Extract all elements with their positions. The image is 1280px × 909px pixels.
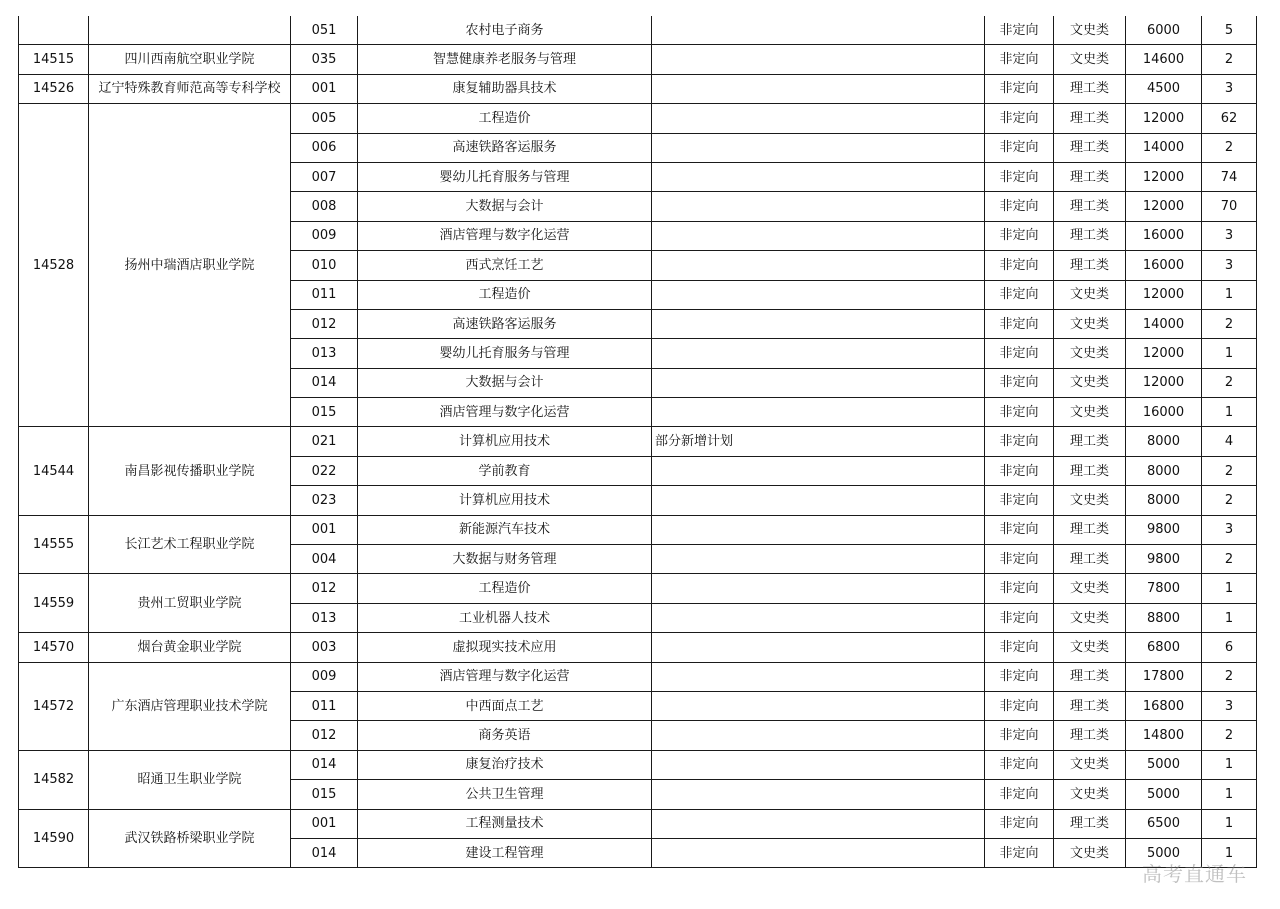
subject-category-cell: 理工类 (1054, 74, 1126, 103)
tuition-fee-cell: 8000 (1126, 456, 1202, 485)
subject-category-cell: 理工类 (1054, 691, 1126, 720)
subject-category-cell: 文史类 (1054, 486, 1126, 515)
major-code-cell: 011 (291, 280, 358, 309)
table-row (19, 515, 1257, 544)
major-code-cell: 015 (291, 780, 358, 809)
enrollment-type-cell: 非定向 (985, 251, 1054, 280)
tuition-fee-cell: 14000 (1126, 133, 1202, 162)
major-code-cell: 009 (291, 662, 358, 691)
major-name-cell: 酒店管理与数字化运营 (358, 398, 652, 427)
enrollment-type-cell: 非定向 (985, 309, 1054, 338)
major-code-cell: 006 (291, 133, 358, 162)
tuition-fee-cell: 6800 (1126, 633, 1202, 662)
enrollment-type-cell: 非定向 (985, 545, 1054, 574)
subject-category-cell: 文史类 (1054, 398, 1126, 427)
plan-count-cell: 2 (1202, 486, 1257, 515)
enrollment-type-cell: 非定向 (985, 662, 1054, 691)
major-code-cell: 022 (291, 456, 358, 485)
enrollment-type-cell: 非定向 (985, 398, 1054, 427)
plan-count-cell: 1 (1202, 603, 1257, 632)
note-cell (652, 339, 985, 368)
note-cell (652, 721, 985, 750)
school-code-cell: 14570 (19, 633, 89, 662)
enrollment-type-cell: 非定向 (985, 456, 1054, 485)
school-name-cell: 昭通卫生职业学院 (89, 750, 291, 809)
school-code-cell: 14528 (19, 104, 89, 427)
note-cell (652, 574, 985, 603)
note-cell (652, 280, 985, 309)
note-cell (652, 545, 985, 574)
plan-count-cell: 3 (1202, 691, 1257, 720)
major-name-cell: 商务英语 (358, 721, 652, 750)
plan-count-cell: 2 (1202, 133, 1257, 162)
plan-count-cell: 1 (1202, 574, 1257, 603)
table-row (19, 809, 1257, 838)
school-name-cell: 烟台黄金职业学院 (89, 633, 291, 662)
note-cell (652, 192, 985, 221)
enrollment-type-cell: 非定向 (985, 486, 1054, 515)
plan-count-cell: 70 (1202, 192, 1257, 221)
major-code-cell: 021 (291, 427, 358, 456)
tuition-fee-cell: 6000 (1126, 16, 1202, 45)
major-name-cell: 虚拟现实技术应用 (358, 633, 652, 662)
note-cell (652, 16, 985, 45)
tuition-fee-cell: 12000 (1126, 162, 1202, 191)
plan-count-cell: 3 (1202, 221, 1257, 250)
major-name-cell: 工程造价 (358, 104, 652, 133)
major-name-cell: 高速铁路客运服务 (358, 133, 652, 162)
plan-count-cell: 1 (1202, 838, 1257, 867)
plan-count-cell: 3 (1202, 251, 1257, 280)
subject-category-cell: 文史类 (1054, 309, 1126, 338)
school-name-cell: 四川西南航空职业学院 (89, 45, 291, 74)
plan-count-cell: 62 (1202, 104, 1257, 133)
plan-count-cell: 1 (1202, 339, 1257, 368)
major-name-cell: 计算机应用技术 (358, 427, 652, 456)
major-code-cell: 005 (291, 104, 358, 133)
subject-category-cell: 理工类 (1054, 251, 1126, 280)
major-name-cell: 酒店管理与数字化运营 (358, 662, 652, 691)
subject-category-cell: 理工类 (1054, 221, 1126, 250)
school-code-cell: 14559 (19, 574, 89, 633)
school-code-cell: 14572 (19, 662, 89, 750)
table-body (19, 16, 1257, 868)
school-name-cell: 武汉铁路桥梁职业学院 (89, 809, 291, 868)
subject-category-cell: 文史类 (1054, 838, 1126, 867)
tuition-fee-cell: 8800 (1126, 603, 1202, 632)
enrollment-type-cell: 非定向 (985, 368, 1054, 397)
table-row (19, 633, 1257, 662)
enrollment-type-cell: 非定向 (985, 339, 1054, 368)
enrollment-type-cell: 非定向 (985, 427, 1054, 456)
tuition-fee-cell: 9800 (1126, 545, 1202, 574)
major-code-cell: 035 (291, 45, 358, 74)
enrollment-type-cell: 非定向 (985, 750, 1054, 779)
subject-category-cell: 文史类 (1054, 780, 1126, 809)
subject-category-cell: 文史类 (1054, 45, 1126, 74)
enrollment-type-cell: 非定向 (985, 192, 1054, 221)
subject-category-cell: 文史类 (1054, 574, 1126, 603)
note-cell (652, 603, 985, 632)
major-name-cell: 康复治疗技术 (358, 750, 652, 779)
major-code-cell: 014 (291, 838, 358, 867)
tuition-fee-cell: 14800 (1126, 721, 1202, 750)
major-name-cell: 学前教育 (358, 456, 652, 485)
enrollment-type-cell: 非定向 (985, 574, 1054, 603)
note-cell (652, 104, 985, 133)
major-code-cell: 023 (291, 486, 358, 515)
school-name-cell: 扬州中瑞酒店职业学院 (89, 104, 291, 427)
enrollment-type-cell: 非定向 (985, 162, 1054, 191)
tuition-fee-cell: 12000 (1126, 280, 1202, 309)
enrollment-type-cell: 非定向 (985, 280, 1054, 309)
enrollment-type-cell: 非定向 (985, 45, 1054, 74)
note-cell (652, 251, 985, 280)
enrollment-type-cell: 非定向 (985, 809, 1054, 838)
plan-count-cell: 5 (1202, 16, 1257, 45)
plan-count-cell: 3 (1202, 515, 1257, 544)
tuition-fee-cell: 16000 (1126, 251, 1202, 280)
note-cell (652, 398, 985, 427)
major-code-cell: 014 (291, 750, 358, 779)
note-cell (652, 809, 985, 838)
school-name-cell: 南昌影视传播职业学院 (89, 427, 291, 515)
major-name-cell: 高速铁路客运服务 (358, 309, 652, 338)
school-code-cell: 14582 (19, 750, 89, 809)
tuition-fee-cell: 12000 (1126, 104, 1202, 133)
enrollment-type-cell: 非定向 (985, 16, 1054, 45)
table-row (19, 574, 1257, 603)
plan-count-cell: 3 (1202, 74, 1257, 103)
table-row (19, 16, 1257, 45)
major-code-cell: 013 (291, 603, 358, 632)
subject-category-cell: 理工类 (1054, 721, 1126, 750)
note-cell (652, 221, 985, 250)
subject-category-cell: 文史类 (1054, 339, 1126, 368)
note-cell (652, 515, 985, 544)
major-code-cell: 007 (291, 162, 358, 191)
watermark-text: 高考直通车 (1142, 862, 1247, 886)
school-name-cell: 辽宁特殊教育师范高等专科学校 (89, 74, 291, 103)
major-code-cell: 011 (291, 691, 358, 720)
subject-category-cell: 文史类 (1054, 603, 1126, 632)
major-name-cell: 大数据与财务管理 (358, 545, 652, 574)
major-name-cell: 新能源汽车技术 (358, 515, 652, 544)
note-cell (652, 368, 985, 397)
major-code-cell: 004 (291, 545, 358, 574)
major-code-cell: 012 (291, 721, 358, 750)
subject-category-cell: 理工类 (1054, 515, 1126, 544)
major-code-cell: 008 (291, 192, 358, 221)
note-cell (652, 74, 985, 103)
subject-category-cell: 理工类 (1054, 545, 1126, 574)
subject-category-cell: 文史类 (1054, 750, 1126, 779)
admission-plan-table (18, 16, 1257, 868)
school-name-cell: 贵州工贸职业学院 (89, 574, 291, 633)
table-row (19, 74, 1257, 103)
enrollment-type-cell: 非定向 (985, 633, 1054, 662)
major-name-cell: 公共卫生管理 (358, 780, 652, 809)
tuition-fee-cell: 5000 (1126, 780, 1202, 809)
tuition-fee-cell: 7800 (1126, 574, 1202, 603)
plan-count-cell: 2 (1202, 662, 1257, 691)
school-name-cell: 广东酒店管理职业技术学院 (89, 662, 291, 750)
school-code-cell: 14526 (19, 74, 89, 103)
plan-count-cell: 4 (1202, 427, 1257, 456)
tuition-fee-cell: 14600 (1126, 45, 1202, 74)
major-name-cell: 建设工程管理 (358, 838, 652, 867)
subject-category-cell: 文史类 (1054, 280, 1126, 309)
subject-category-cell: 理工类 (1054, 192, 1126, 221)
plan-count-cell: 2 (1202, 45, 1257, 74)
table-row (19, 750, 1257, 779)
enrollment-type-cell: 非定向 (985, 780, 1054, 809)
enrollment-type-cell: 非定向 (985, 74, 1054, 103)
subject-category-cell: 理工类 (1054, 162, 1126, 191)
tuition-fee-cell: 9800 (1126, 515, 1202, 544)
major-name-cell: 工程测量技术 (358, 809, 652, 838)
plan-count-cell: 1 (1202, 780, 1257, 809)
major-name-cell: 工程造价 (358, 280, 652, 309)
major-code-cell: 009 (291, 221, 358, 250)
major-name-cell: 工程造价 (358, 574, 652, 603)
school-code-cell: 14515 (19, 45, 89, 74)
table-row (19, 104, 1257, 133)
tuition-fee-cell: 17800 (1126, 662, 1202, 691)
tuition-fee-cell: 14000 (1126, 309, 1202, 338)
plan-count-cell: 2 (1202, 721, 1257, 750)
tuition-fee-cell: 16000 (1126, 221, 1202, 250)
table-row (19, 427, 1257, 456)
major-code-cell: 014 (291, 368, 358, 397)
note-cell (652, 750, 985, 779)
tuition-fee-cell: 8000 (1126, 486, 1202, 515)
major-name-cell: 婴幼儿托育服务与管理 (358, 162, 652, 191)
tuition-fee-cell: 8000 (1126, 427, 1202, 456)
plan-count-cell: 2 (1202, 368, 1257, 397)
note-cell (652, 133, 985, 162)
subject-category-cell: 理工类 (1054, 427, 1126, 456)
enrollment-type-cell: 非定向 (985, 515, 1054, 544)
note-cell (652, 486, 985, 515)
tuition-fee-cell: 12000 (1126, 368, 1202, 397)
note-cell (652, 162, 985, 191)
major-name-cell: 工业机器人技术 (358, 603, 652, 632)
note-cell (652, 456, 985, 485)
major-code-cell: 001 (291, 515, 358, 544)
subject-category-cell: 理工类 (1054, 133, 1126, 162)
subject-category-cell: 理工类 (1054, 809, 1126, 838)
enrollment-type-cell: 非定向 (985, 133, 1054, 162)
tuition-fee-cell: 16800 (1126, 691, 1202, 720)
school-name-cell (89, 16, 291, 45)
major-code-cell: 012 (291, 574, 358, 603)
subject-category-cell: 文史类 (1054, 16, 1126, 45)
major-name-cell: 计算机应用技术 (358, 486, 652, 515)
school-code-cell (19, 16, 89, 45)
note-cell (652, 45, 985, 74)
subject-category-cell: 理工类 (1054, 456, 1126, 485)
enrollment-type-cell: 非定向 (985, 691, 1054, 720)
note-cell (652, 691, 985, 720)
plan-count-cell: 74 (1202, 162, 1257, 191)
note-cell (652, 633, 985, 662)
plan-count-cell: 1 (1202, 809, 1257, 838)
major-name-cell: 农村电子商务 (358, 16, 652, 45)
subject-category-cell: 理工类 (1054, 662, 1126, 691)
note-cell (652, 662, 985, 691)
enrollment-type-cell: 非定向 (985, 838, 1054, 867)
plan-count-cell: 6 (1202, 633, 1257, 662)
major-name-cell: 中西面点工艺 (358, 691, 652, 720)
admission-plan-sheet (18, 16, 1256, 868)
major-name-cell: 大数据与会计 (358, 192, 652, 221)
major-name-cell: 婴幼儿托育服务与管理 (358, 339, 652, 368)
note-cell (652, 780, 985, 809)
major-code-cell: 051 (291, 16, 358, 45)
plan-count-cell: 2 (1202, 456, 1257, 485)
school-name-cell: 长江艺术工程职业学院 (89, 515, 291, 574)
major-code-cell: 013 (291, 339, 358, 368)
plan-count-cell: 2 (1202, 545, 1257, 574)
subject-category-cell: 文史类 (1054, 368, 1126, 397)
enrollment-type-cell: 非定向 (985, 104, 1054, 133)
school-code-cell: 14590 (19, 809, 89, 868)
tuition-fee-cell: 5000 (1126, 750, 1202, 779)
major-code-cell: 012 (291, 309, 358, 338)
major-code-cell: 010 (291, 251, 358, 280)
major-name-cell: 康复辅助器具技术 (358, 74, 652, 103)
tuition-fee-cell: 12000 (1126, 192, 1202, 221)
plan-count-cell: 2 (1202, 309, 1257, 338)
note-cell: 部分新增计划 (652, 427, 985, 456)
major-name-cell: 酒店管理与数字化运营 (358, 221, 652, 250)
subject-category-cell: 理工类 (1054, 104, 1126, 133)
major-code-cell: 003 (291, 633, 358, 662)
tuition-fee-cell: 5000 (1126, 838, 1202, 867)
school-code-cell: 14555 (19, 515, 89, 574)
school-code-cell: 14544 (19, 427, 89, 515)
subject-category-cell: 文史类 (1054, 633, 1126, 662)
major-code-cell: 001 (291, 809, 358, 838)
tuition-fee-cell: 12000 (1126, 339, 1202, 368)
major-code-cell: 001 (291, 74, 358, 103)
major-name-cell: 大数据与会计 (358, 368, 652, 397)
plan-count-cell: 1 (1202, 398, 1257, 427)
enrollment-type-cell: 非定向 (985, 721, 1054, 750)
enrollment-type-cell: 非定向 (985, 221, 1054, 250)
major-name-cell: 智慧健康养老服务与管理 (358, 45, 652, 74)
table-row (19, 662, 1257, 691)
major-code-cell: 015 (291, 398, 358, 427)
enrollment-type-cell: 非定向 (985, 603, 1054, 632)
tuition-fee-cell: 4500 (1126, 74, 1202, 103)
note-cell (652, 309, 985, 338)
table-row (19, 45, 1257, 74)
note-cell (652, 838, 985, 867)
tuition-fee-cell: 6500 (1126, 809, 1202, 838)
plan-count-cell: 1 (1202, 750, 1257, 779)
plan-count-cell: 1 (1202, 280, 1257, 309)
tuition-fee-cell: 16000 (1126, 398, 1202, 427)
major-name-cell: 西式烹饪工艺 (358, 251, 652, 280)
